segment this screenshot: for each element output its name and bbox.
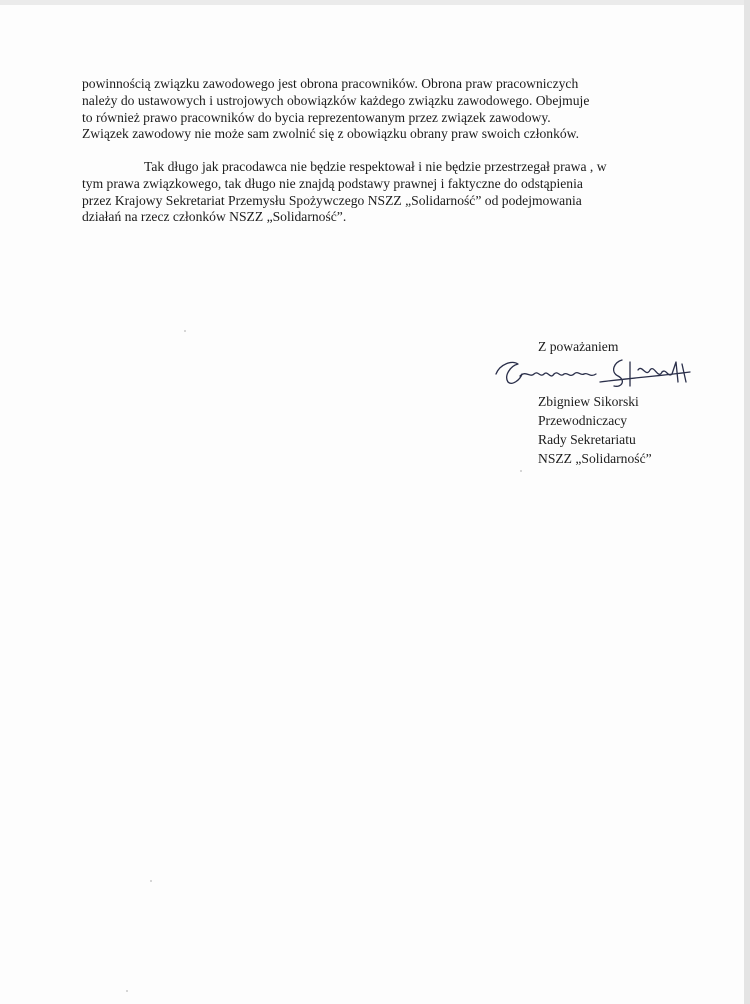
paragraph-line: przez Krajowy Sekretariat Przemysłu Spożywczego NSZZ „Solidarność” od podejmowania [82, 192, 582, 208]
signature-icon [490, 352, 710, 392]
body-paragraph-1 [82, 76, 682, 143]
paragraph-line: Tak długo jak pracodawca nie będzie respektował i nie będzie przestrzegał prawa , w [144, 159, 607, 174]
paragraph-line: działań na rzecz członków NSZZ „Solidarność”. [82, 209, 347, 225]
paragraph-line: tym prawa związkowego, tak długo nie znajdą podstawy prawnej i faktyczne do odstąpienia [82, 175, 583, 191]
paragraph-line: należy do ustawowych i ustrojowych obowiązków każdego związku zawodowego. Obejmuje [82, 92, 590, 108]
paragraph-line: Związek zawodowy nie może sam zwolnić się z obowiązku obrany praw swoich członków. [82, 126, 580, 142]
scan-speck [184, 330, 186, 332]
scan-speck [126, 990, 128, 992]
signatory-title-line: NSZZ „Solidarność” [538, 451, 652, 466]
paragraph-line: to również prawo pracowników do bycia reprezentowanym przez związek zawodowy. [82, 109, 551, 125]
scan-speck [150, 880, 152, 882]
signatory-title-line: Rady Sekretariatu [538, 432, 636, 447]
signatory-title-line: Przewodniczacy [538, 413, 628, 428]
closing-greeting: Z poważaniem [538, 339, 619, 354]
scan-edge-top [0, 0, 750, 5]
scan-speck [520, 470, 522, 472]
body-paragraph-2 [82, 159, 682, 226]
paragraph-line: powinnością związku zawodowego jest obrona pracowników. Obrona praw pracowniczych [82, 76, 579, 91]
signatory-name: Zbigniew Sikorski [538, 394, 639, 409]
scan-edge-right [744, 0, 750, 1004]
